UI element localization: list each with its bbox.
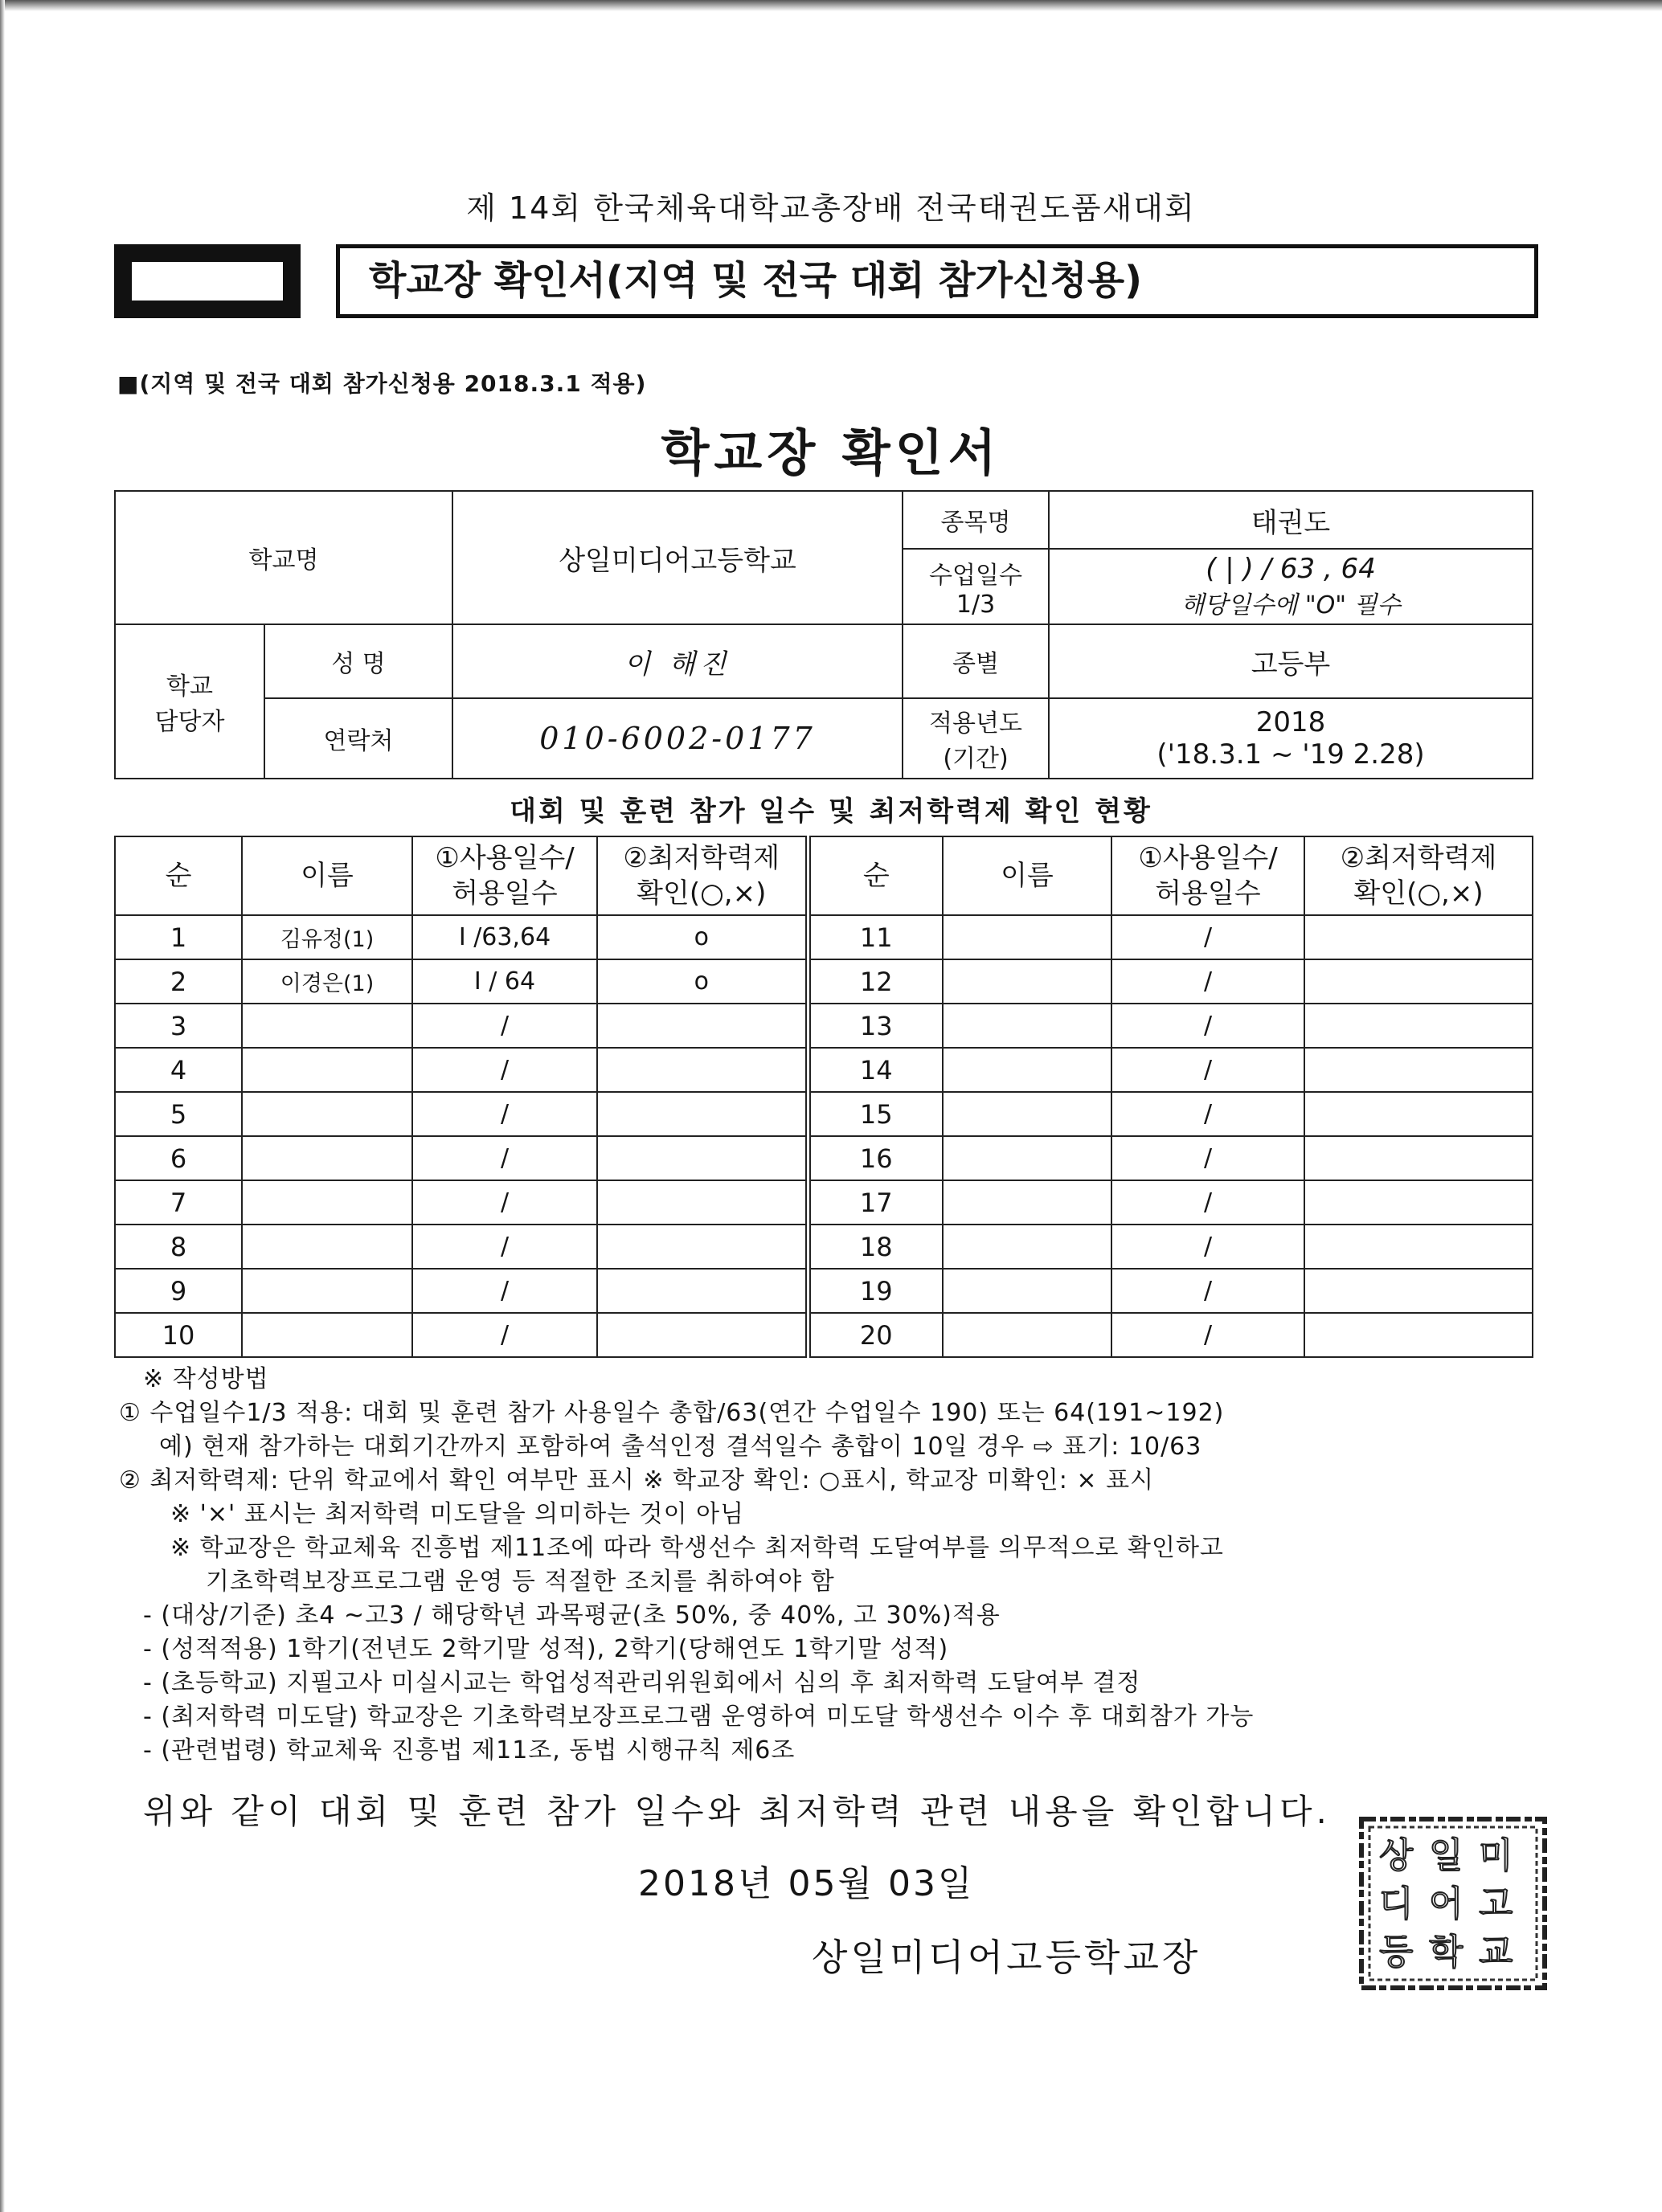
row-number: 18 [808,1225,943,1269]
svg-text:디: 디 [1379,1883,1414,1924]
header-days-right-line2: 허용일수 [1155,877,1261,910]
academic-check [1304,1004,1533,1048]
athlete-name [242,1313,412,1357]
academic-check [1304,1048,1533,1092]
year-label-line1: 적용년도 [929,709,1022,738]
academic-check [1304,1136,1533,1180]
row-number: 2 [115,959,242,1004]
method-note-1: ※ '×' 표시는 최저학력 미도달을 의미하는 것이 아님 [170,1500,745,1528]
used-days: / [412,1004,597,1048]
academic-check [597,1313,808,1357]
method-note-2: ※ 학교장은 학교체육 진흥법 제11조에 따라 학생선수 최저학력 도달여부를 의무적으로 확인하고 [170,1534,1224,1562]
method-bullet-2: - (성적적용) 1학기(전년도 2학기말 성적), 2학기(당해연도 1학기말 성적) [143,1635,949,1663]
status-section-title: 대회 및 훈련 참가 일수 및 최저학력제 확인 현황 [510,795,1152,828]
year-value-line1: 2018 [1255,706,1326,738]
row-number: 15 [808,1092,943,1136]
phone-label: 연락처 [264,698,452,779]
event-label: 종목명 [903,491,1049,549]
row-number: 11 [808,915,943,959]
table-row [115,1313,1533,1357]
header-days-line2: 허용일수 [452,877,558,910]
athlete-name: 이경은(1) [242,959,412,1004]
header-days [412,836,597,915]
academic-check [1304,1313,1533,1357]
row-number: 12 [808,959,943,1004]
header-days-right [1111,836,1304,915]
header-check-line1: ②최저학력제 [623,842,780,874]
row-number: 14 [808,1048,943,1092]
document-title: 학교장 확인서 [661,423,1001,482]
year-label-line2: (기간) [943,745,1009,773]
method-item-1: ① 수업일수1/3 적용: 대회 및 훈련 참가 사용일수 총합/63(연간 수업일수 190) 또는 64(191~192) [119,1399,1225,1427]
athlete-name [242,1136,412,1180]
academic-check [597,1048,808,1092]
svg-text:상: 상 [1379,1835,1414,1876]
row-number: 17 [808,1180,943,1225]
academic-check [1304,959,1533,1004]
days-value-line2: 해당일수에 "O" 필수 [1181,591,1401,619]
athlete-name [943,1136,1111,1180]
used-days: / [1111,1004,1304,1048]
svg-text:일: 일 [1429,1835,1463,1876]
row-number: 16 [808,1136,943,1180]
athlete-name [943,1092,1111,1136]
header-name: 이름 [242,836,412,915]
svg-text:학: 학 [1429,1932,1463,1973]
method-bullet-5: - (관련법령) 학교체육 진흥법 제11조, 동법 시행규칙 제6조 [143,1736,796,1764]
athlete-name [242,1004,412,1048]
academic-check [597,1269,808,1313]
contact-label-line2: 담당자 [154,708,225,736]
method-heading: ※ 작성방법 [143,1365,269,1393]
year-value [1049,698,1533,779]
svg-text:미: 미 [1479,1835,1513,1876]
name-label: 성 명 [264,624,452,698]
method-note-2-cont: 기초학력보장프로그램 운영 등 적절한 조치를 취하여야 함 [206,1568,835,1596]
academic-check [597,1180,808,1225]
school-label: 학교명 [115,491,452,624]
academic-check [597,1225,808,1269]
used-days: / [1111,1136,1304,1180]
academic-check: o [597,959,808,1004]
header-check-right-line2: 확인(○,×) [1353,877,1484,910]
form-title: 학교장 확인서(지역 및 전국 대회 참가신청용) [336,244,1538,318]
row-number: 8 [115,1225,242,1269]
row-number: 10 [115,1313,242,1357]
svg-text:어: 어 [1429,1883,1463,1924]
form-number-box [114,244,301,318]
used-days: / [412,1136,597,1180]
header-days-line1: ①사용일수/ [435,842,575,874]
used-days: I / 64 [412,959,597,1004]
athlete-name [943,1180,1111,1225]
table-row [115,1180,1533,1225]
header-name-right: 이름 [943,836,1111,915]
division-value: 고등부 [1049,624,1533,698]
athlete-name [242,1225,412,1269]
academic-check [1304,915,1533,959]
athlete-name [943,1225,1111,1269]
table-row [115,959,1533,1004]
used-days: / [1111,1180,1304,1225]
used-days: / [1111,1313,1304,1357]
form-note: ■(지역 및 전국 대회 참가신청용 2018.3.1 적용) [117,370,647,397]
table-row [115,1092,1533,1136]
official-seal [1357,1814,1549,1993]
athlete-name [943,1004,1111,1048]
row-number: 7 [115,1180,242,1225]
contact-label-line1: 학교 [166,673,213,701]
days-label-line1: 수업일수 [929,561,1022,590]
method-bullet-3: - (초등학교) 지필고사 미실시교는 학업성적관리위원회에서 심의 후 최저학력 도달여부 결정 [143,1669,1141,1697]
row-number: 13 [808,1004,943,1048]
header-check-right [1304,836,1533,915]
table-row [115,1048,1533,1092]
status-header-row [115,836,1533,915]
athlete-name [943,1313,1111,1357]
used-days: / [412,1092,597,1136]
used-days: / [412,1269,597,1313]
header-check-line2: 확인(○,×) [637,877,767,910]
row-number: 20 [808,1313,943,1357]
svg-text:교: 교 [1479,1932,1513,1973]
row-number: 4 [115,1048,242,1092]
event-title: 제 14회 한국체육대학교총장배 전국태권도품새대회 [466,190,1196,226]
used-days: / [1111,915,1304,959]
used-days: I /63,64 [412,915,597,959]
used-days: / [412,1313,597,1357]
header-check [597,836,808,915]
year-value-line2: ('18.3.1 ~ '19 2.28) [1156,738,1425,771]
event-value: 태권도 [1049,491,1533,549]
phone-value: 010-6002-0177 [452,698,903,779]
contact-label [115,624,264,779]
row-number: 9 [115,1269,242,1313]
athlete-name: 김유정(1) [242,915,412,959]
table-row [115,1269,1533,1313]
header-check-right-line1: ②최저학력제 [1340,842,1497,874]
academic-check [1304,1269,1533,1313]
svg-text:고: 고 [1479,1883,1513,1924]
header-days-right-line1: ①사용일수/ [1138,842,1278,874]
used-days: / [1111,1048,1304,1092]
days-value-line1: ( | ) / 63 , 64 [1206,553,1376,585]
athlete-name [943,915,1111,959]
confirmation-statement: 위와 같이 대회 및 훈련 참가 일수와 최저학력 관련 내용을 확인합니다. [143,1792,1331,1831]
svg-text:등: 등 [1379,1932,1414,1973]
athlete-name [242,1092,412,1136]
method-item-1-example: 예) 현재 참가하는 대회기간까지 포함하여 출석인정 결석일수 총합이 10일 경우 ⇨ 표기: 10/63 [159,1433,1202,1461]
athlete-name [943,959,1111,1004]
academic-check: o [597,915,808,959]
header-no: 순 [115,836,242,915]
row-number: 5 [115,1092,242,1136]
athlete-name [242,1269,412,1313]
days-label-line2: 1/3 [956,590,996,619]
issue-date: 2018년 05월 03일 [638,1863,975,1904]
method-item-2: ② 최저학력제: 단위 학교에서 확인 여부만 표시 ※ 학교장 확인: ○표시, 학교장 미확인: × 표시 [119,1466,1155,1494]
method-bullet-1: - (대상/기준) 초4 ~고3 / 해당학년 과목평균(초 50%, 중 40%, 고 30%)적용 [143,1601,1001,1629]
used-days: / [1111,1269,1304,1313]
table-row [115,1004,1533,1048]
used-days: / [412,1225,597,1269]
academic-check [597,1136,808,1180]
manager-name: 이 해진 [452,624,903,698]
year-label [903,698,1049,779]
info-table [114,490,1533,779]
athlete-name [943,1269,1111,1313]
school-name: 상일미디어고등학교 [452,491,903,624]
scan-edge-top [0,0,1662,11]
academic-check [1304,1225,1533,1269]
academic-check [1304,1092,1533,1136]
athlete-name [242,1180,412,1225]
table-row [115,1136,1533,1180]
used-days: / [1111,1092,1304,1136]
days-value [1049,549,1533,624]
academic-check [597,1092,808,1136]
principal-signature-line: 상일미디어고등학교장 [812,1936,1201,1979]
row-number: 6 [115,1136,242,1180]
row-number: 1 [115,915,242,959]
athlete-name [943,1048,1111,1092]
table-row [115,1225,1533,1269]
athlete-name [242,1048,412,1092]
writing-method [119,1363,1533,1768]
header-no-right: 순 [808,836,943,915]
status-table [114,836,1533,1358]
days-label [903,549,1049,624]
scan-edge-left [0,0,5,2212]
academic-check [1304,1180,1533,1225]
academic-check [597,1004,808,1048]
method-bullet-4: - (최저학력 미도달) 학교장은 기초학력보장프로그램 운영하여 미도달 학생선수 이수 후 대회참가 가능 [143,1703,1255,1731]
division-label: 종별 [903,624,1049,698]
row-number: 3 [115,1004,242,1048]
row-number: 19 [808,1269,943,1313]
used-days: / [412,1180,597,1225]
used-days: / [1111,1225,1304,1269]
used-days: / [1111,959,1304,1004]
table-row [115,915,1533,959]
used-days: / [412,1048,597,1092]
